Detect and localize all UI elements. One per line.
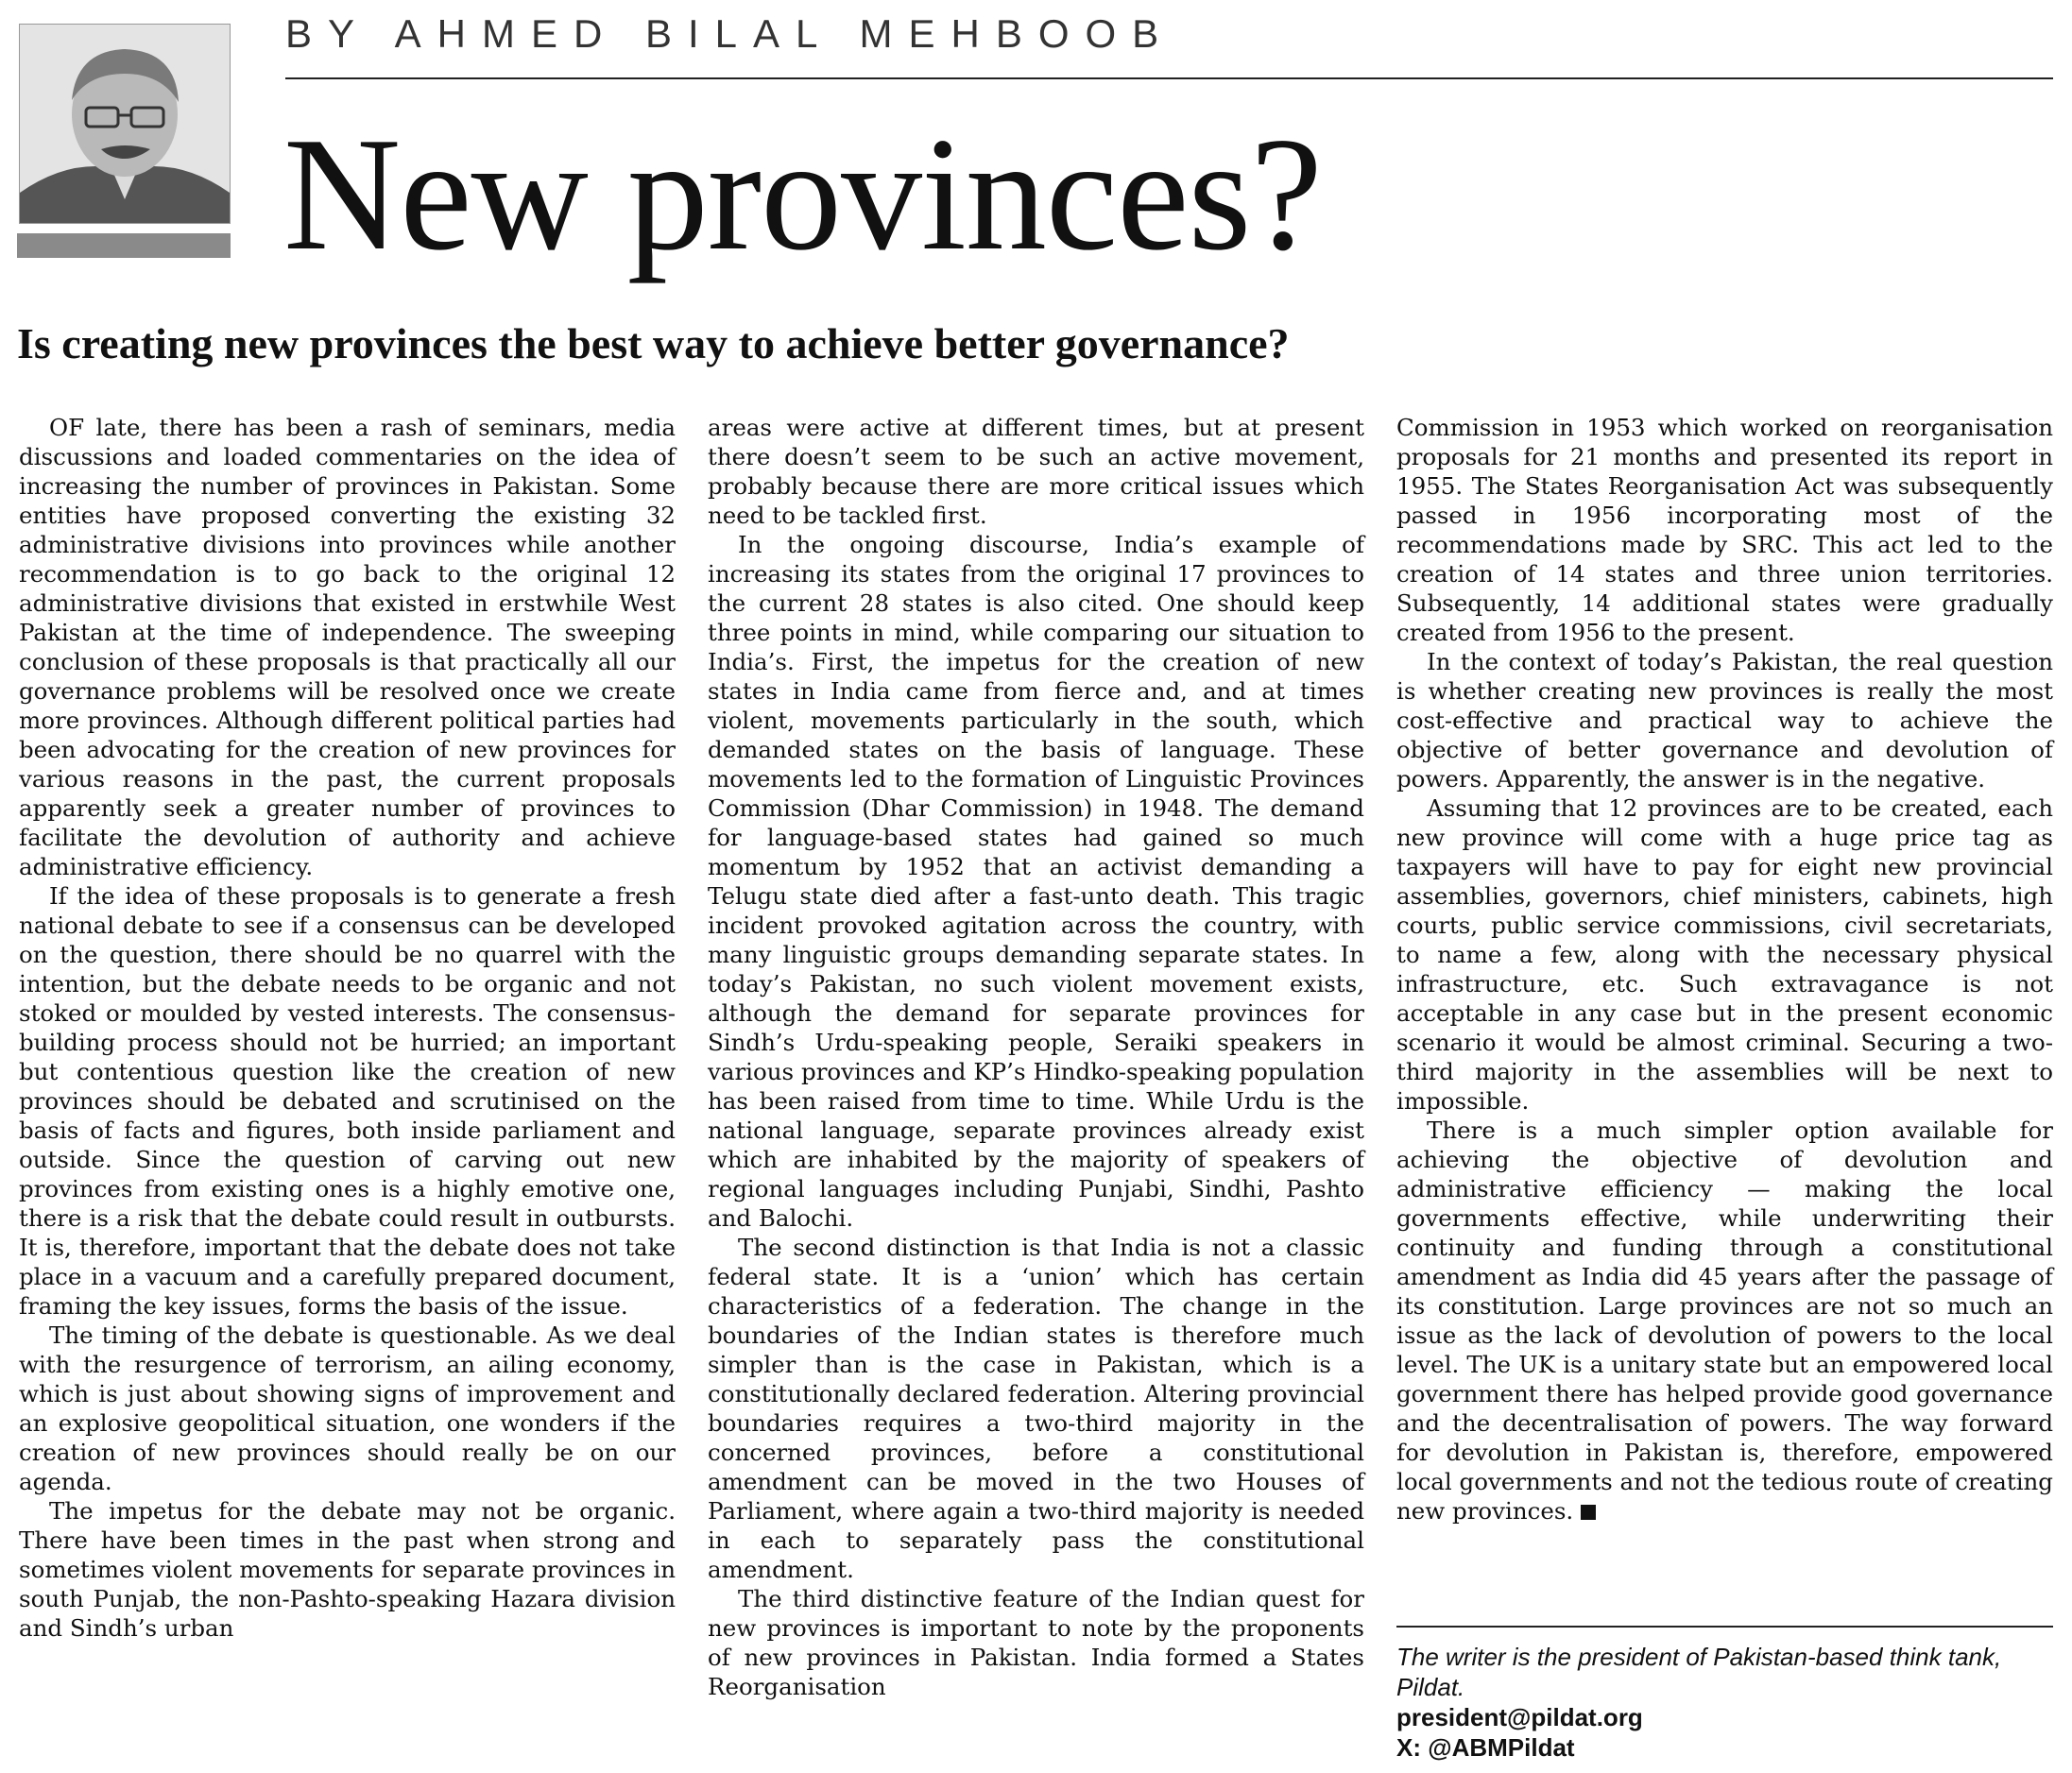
paragraph: Assuming that 12 provinces are to be created, each new province will come with a huge price tag as taxpayers will have to pay for eight new provincial assemblies, governors, chief ministers, cabinets, high courts, public service commissions, civil secretariats, to name a few, along with the necessary physical infrastructure, etc. Such extravagance is not acceptable in any case but in the present economic scenario it would be almost criminal. Securing a two-third majority in the assemblies will be next to impossible.	[1396, 794, 2053, 1115]
paragraph: The third distinctive feature of the Indian quest for new provinces is important to note by the proponents of new provinces in Pakistan. India formed a States Reorganisation	[708, 1585, 1364, 1700]
paragraph: The timing of the debate is questionable. As we deal with the resurgence of terrorism, an ailing economy, which is just about showing signs of improvement and an explosive geopolitical situation, one wonders if the creation of new provinces should really be on our agenda.	[19, 1321, 676, 1495]
bio-note: The writer is the president of Pakistan-based think tank, Pildat.	[1396, 1643, 2002, 1701]
paragraph: If the idea of these proposals is to generate a fresh national debate to see if a consensus can be developed on the question, there should be no quarrel with the intention, but the debate needs to be organic and not stoked or moulded by vested interests. The consensus-building process should not be hurried; an important but contentious question like the creation of new provinces should be debated and scrutinised on the basis of facts and figures, both inside parliament and outside. Since the question of carving out new provinces from existing ones is a highly emotive one, there is a risk that the debate could result in outbursts. It is, therefore, important that the debate does not take place in a vacuum and a carefully prepared document, framing the key issues, forms the basis of the issue.	[19, 882, 676, 1320]
author-email: president@pildat.org	[1396, 1703, 1643, 1731]
bio-divider	[1396, 1626, 2053, 1628]
byline-divider	[285, 77, 2053, 79]
paragraph: In the context of today’s Pakistan, the real question is whether creating new provinces is really the most cost-effective and practical way to achieve the objective of better governance and devolution of powers. Apparently, the answer is in the negative.	[1396, 648, 2053, 793]
paragraph-continued: areas were active at different times, but at present there doesn’t seem to be such an active movement, probably because there are more critical issues which need to be tackled first.	[708, 414, 1364, 529]
photo-accent-bar	[17, 233, 231, 258]
paragraph-final	[1396, 1116, 2053, 1526]
paragraph: The second distinction is that India is not a classic federal state. It is a ‘union’ which has certain characteristics of a federation. The change in the boundaries of the Indian states is therefore much simpler than is the case in Pakistan, which is a constitutionally declared federation. Altering provincial boundaries requires a two-third majority in the concerned provinces, before a constitutional amendment can be moved in the two Houses of Parliament, where again a two-third majority is needed in each to separately pass the constitutional amendment.	[708, 1234, 1364, 1583]
headline: New provinces?	[283, 105, 1322, 284]
author-photo	[19, 24, 231, 224]
paragraph: The impetus for the debate may not be organic. There have been times in the past when strong and sometimes violent movements for separate provinces in south Punjab, the non-Pashto-speaking Hazara division and Sindh’s urban	[19, 1497, 676, 1642]
article-column-2	[708, 413, 1364, 1701]
author-x-handle: X: @ABMPildat	[1396, 1733, 1575, 1762]
end-of-article-icon	[1581, 1505, 1596, 1520]
byline: BY AHMED BILAL MEHBOOB	[285, 11, 1175, 56]
standfirst: Is creating new provinces the best way to achieve better governance?	[17, 319, 1290, 367]
article-column-1	[19, 413, 676, 1643]
paragraph-continued: Commission in 1953 which worked on reorganisation proposals for 21 months and presented its report in 1955. The States Reorganisation Act was subsequently passed in 1956 incorporating most of the recommendations made by SRC. This act led to the creation of 14 states and three union territories. Subsequently, 14 additional states were gradually created from 1956 to the present.	[1396, 414, 2053, 646]
paragraph: OF late, there has been a rash of seminars, media discussions and loaded commentaries on the idea of increasing the number of provinces in Pakistan. Some entities have proposed converting the existing 32 administrative divisions into provinces while another recommendation is to go back to the original 12 administrative divisions that existed in erstwhile West Pakistan at the time of independence. The sweeping conclusion of these proposals is that practically all our governance problems will be resolved once we create more provinces. Although different political parties had been advocating for the creation of new provinces for various reasons in the past, the current proposals apparently seek a greater number of provinces to facilitate the devolution of authority and achieve administrative efficiency.	[19, 414, 676, 880]
author-bio	[1396, 1642, 2053, 1763]
article-column-3	[1396, 413, 2053, 1526]
paragraph-final-text: There is a much simpler option available for achieving the objective of devolution and administrative efficiency — making the local governments effective, while underwriting their continuity and funding through a constitutional amendment as India did 45 years after the passage of its constitution. Large provinces are not so much an issue as the lack of devolution of powers to the local level. The UK is a unitary state but an empowered local government there has helped provide good governance and the decentralisation of powers. The way forward for devolution in Pakistan is, therefore, empowered local governments and not the tedious route of creating new provinces.	[1396, 1117, 2053, 1525]
paragraph: In the ongoing discourse, India’s example of increasing its states from the original 17 provinces to the current 28 states is also cited. One should keep three points in mind, while comparing our situation to India’s. First, the impetus for the creation of new states in India came from fierce and, and at times violent, movements particularly in the south, which demanded states on the basis of language. These movements led to the formation of Linguistic Provinces Commission (Dhar Commission) in 1948. The demand for language-based states had gained so much momentum by 1952 that an activist demanding a Telugu state died after a fast-unto death. This tragic incident provoked agitation across the country, with many linguistic groups demanding separate states. In today’s Pakistan, no such violent movement exists, although the demand for separate provinces for Sindh’s Urdu-speaking people, Seraiki speakers in various provinces and KP’s Hindko-speaking population has been raised from time to time. While Urdu is the national language, separate provinces already exist which are inhabited by the majority of speakers of regional languages including Punjabi, Sindhi, Pashto and Balochi.	[708, 531, 1364, 1232]
author-portrait-icon	[20, 25, 230, 223]
